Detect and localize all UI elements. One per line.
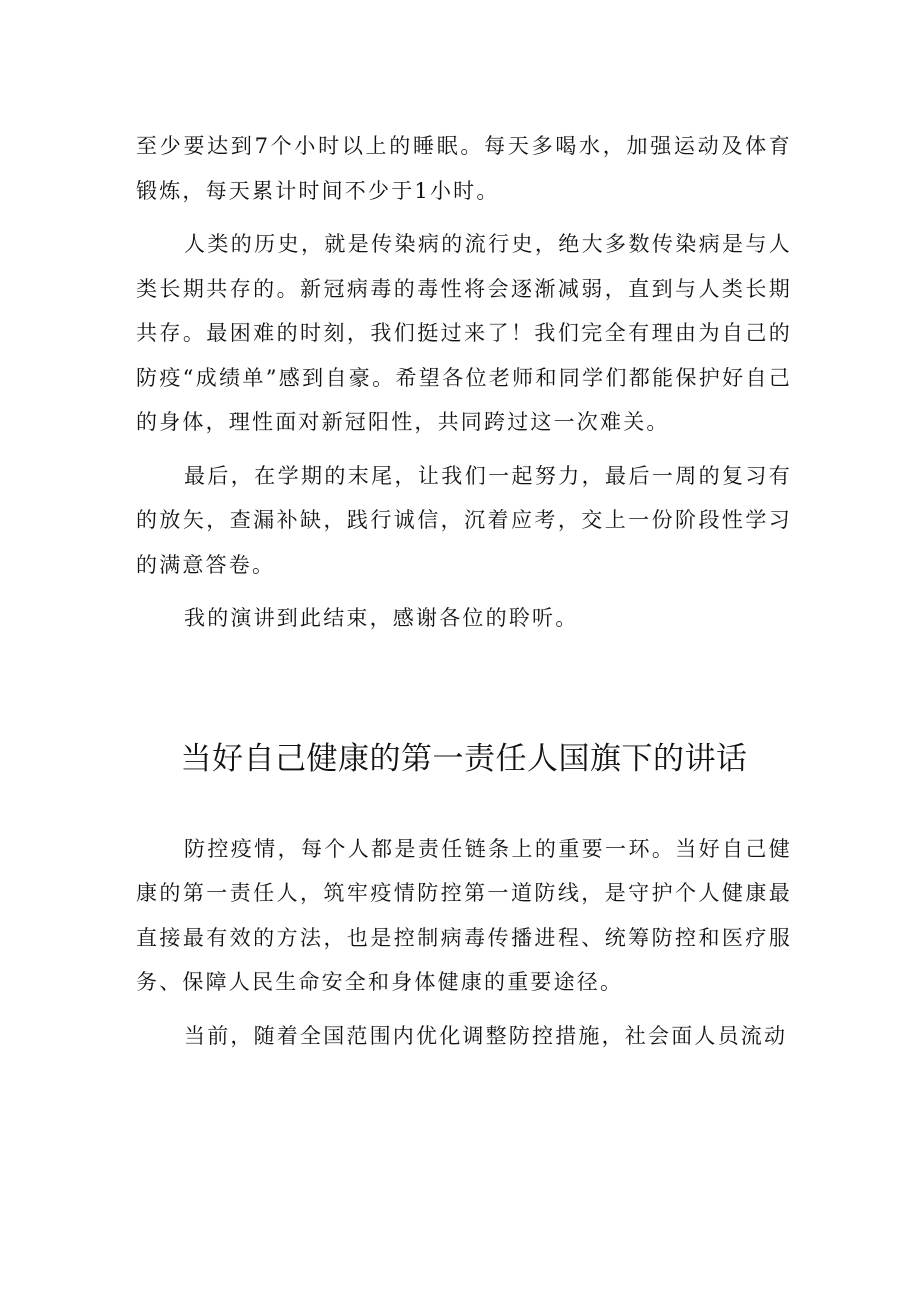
paragraph-closing-exam: 最后，在学期的末尾，让我们一起努力，最后一周的复习有的放矢，查漏补缺，践行诚信，沉着应考，交上一份阶段性学习的满意答卷。 bbox=[136, 463, 792, 577]
paragraph-history: 人类的历史，就是传染病的流行史，绝大多数传染病是与人类长期共存的。新冠病毒的毒性将会逐渐减弱，直到与人类长期共存。最困难的时刻，我们挺过来了！我们完全有理由为自己的防疫“成绩单”感到自豪。希望各位老师和同学们都能保护好自己的身体，理性面对新冠阳性，共同跨过这一次难关。 bbox=[136, 232, 792, 434]
paragraph-thanks: 我的演讲到此结束，感谢各位的聆听。 bbox=[184, 606, 579, 630]
document-page bbox=[136, 124, 792, 1058]
section-title: 当好自己健康的第一责任人国旗下的讲话 bbox=[180, 740, 748, 777]
paragraph-current: 当前，随着全国范围内优化调整防控措施，社会面人员流动 bbox=[184, 1023, 788, 1048]
paragraph-continuation: 至少要达到7个小时以上的睡眠。每天多喝水，加强运动及体育锻炼，每天累计时间不少于1小时。 bbox=[136, 134, 792, 203]
paragraph-responsibility: 防控疫情，每个人都是责任链条上的重要一环。当好自己健康的第一责任人，筑牢疫情防控第一道防线，是守护个人健康最直接最有效的方法，也是控制病毒传播进程、统筹防控和医疗服务、保障人民生命安全和身体健康的重要途径。 bbox=[136, 836, 792, 994]
title-spacer bbox=[136, 789, 792, 827]
